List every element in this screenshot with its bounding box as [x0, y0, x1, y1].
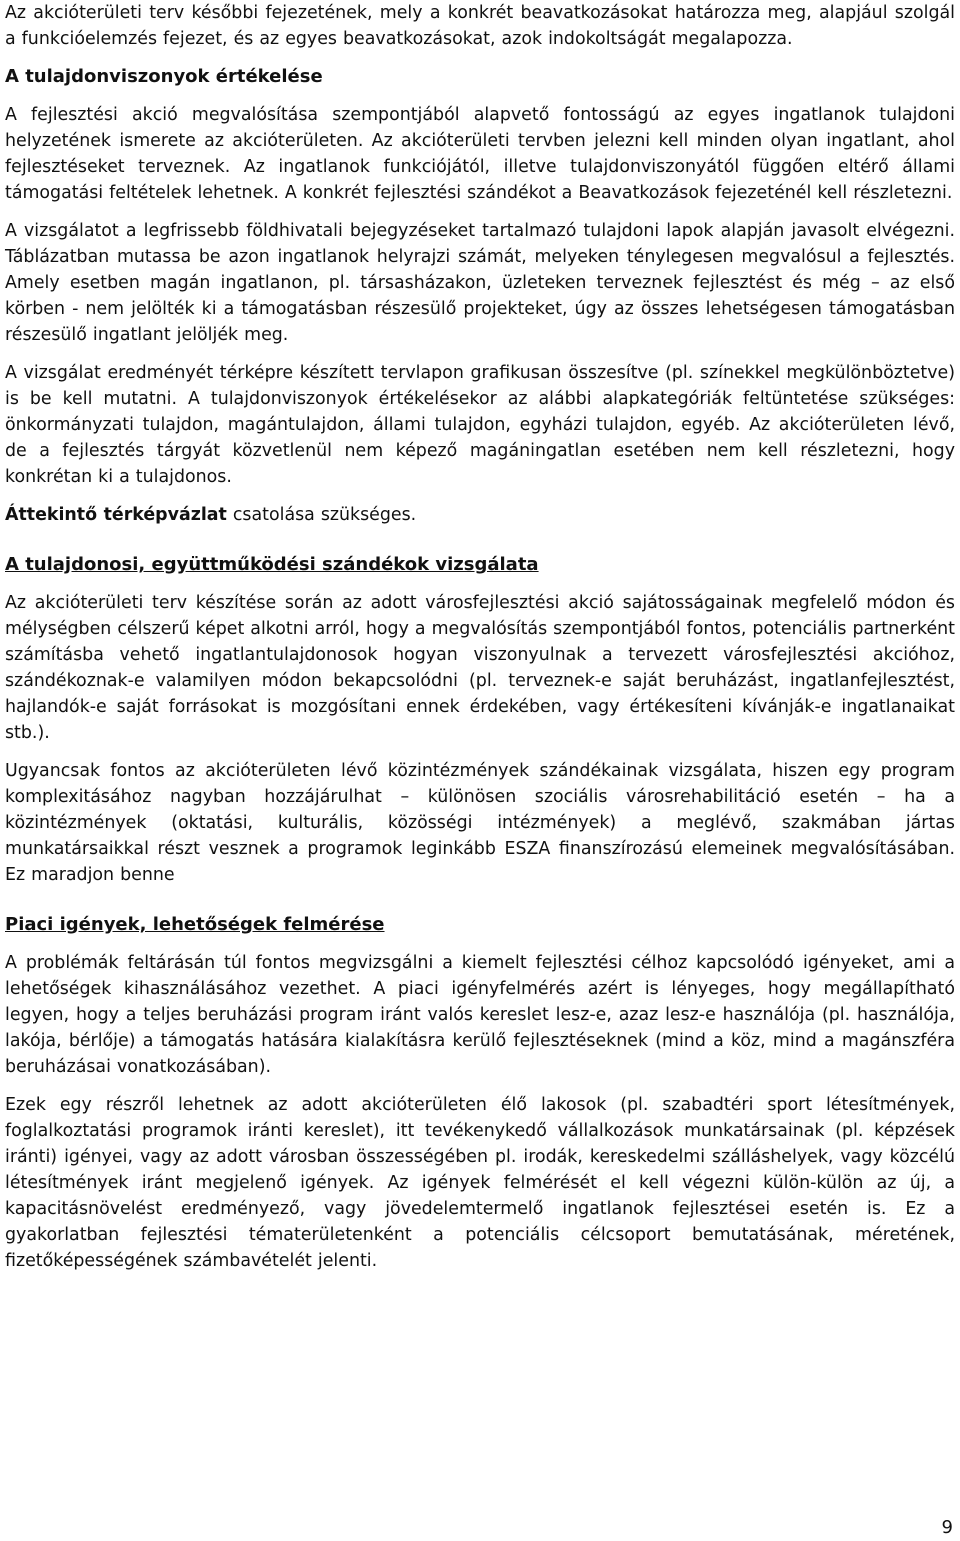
section-heading-ownership: A tulajdonviszonyok értékelése: [5, 66, 323, 87]
map-sketch-note: [5, 502, 955, 528]
cooperation-paragraph-2: Ugyancsak fontos az akcióterületen lévő közintézmények szándékainak vizsgálata, hiszen egy program komplexitásához nagyban hozzájárulhat – különösen szociális városrehabilitáció esetén – ha a közintézmények (oktatási, kulturális, közösségi intézmények) a meglévő, szakmában jártas munkatársaikkal részt vesznek a programok leginkább ESZA finanszírozású elemeinek megvalósításában. Ez maradjon benne: [5, 761, 955, 885]
ownership-paragraph-2: A vizsgálatot a legfrissebb földhivatali bejegyzéseket tartalmazó tulajdoni lapok alapján javasolt elvégezni. Táblázatban mutassa be azon ingatlanok helyrajzi számát, melyeken ténylegesen megvalósul a fejlesztés. Amely esetben magán ingatlanon, pl. társasházakon, üzleteken terveznek fejlesztést és még – az első körben - nem jelölték ki a támogatásban részesülő projekteket, úgy az összes lehetségesen támogatásban részesülő ingatlant jelöljék meg.: [5, 221, 955, 345]
market-paragraph-1: A problémák feltárásán túl fontos megvizsgálni a kiemelt fejlesztési célhoz kapcsolódó igényeket, ami a lehetőségek kihasználásához vezethet. A piaci igényfelmérés azért is lényeges, hogy megállapítható legyen, hogy a teljes beruházási program iránt valós kereslet lesz-e, azaz lesz-e használója (pl. használója, lakója, bérlője) a támogatás hatására kialakításra kerülő fejlesztéseknek (mind a köz, mind a magánszféra beruházásai vonatkozásában).: [5, 953, 955, 1077]
section-heading-cooperation: A tulajdonosi, együttműködési szándékok vizsgálata: [5, 554, 539, 575]
cooperation-paragraph-1: Az akcióterületi terv készítése során az adott városfejlesztési akció sajátosságainak megfelelő módon és mélységben célszerű képet alkotni arról, hogy a megvalósítás szempontjából fontos, potenciális partnerként számításba vehető ingatlantulajdonosok hogyan viszonyulnak a tervezett városfejlesztési akcióhoz, szándékoznak-e valamilyen módon bekapcsolódni (pl. terveznek-e saját beruházást, ingatlanfejlesztést, hajlandók-e saját forrásokat is mozgósítani ennek érdekében, vagy értékesíteni kívánják-e ingatlanaikat stb.).: [5, 593, 955, 743]
map-sketch-text: csatolása szükséges.: [226, 505, 417, 525]
document-page: [5, 0, 955, 1274]
intro-paragraph: Az akcióterületi terv későbbi fejezetének, mely a konkrét beavatkozásokat határozza meg, alapjául szolgál a funkcióelemzés fejezet, és az egyes beavatkozásokat, azok indokoltságát megalapozza.: [5, 3, 955, 49]
ownership-paragraph-1: A fejlesztési akció megvalósítása szempontjából alapvető fontosságú az egyes ingatlanok tulajdoni helyzetének ismerete az akcióterületen. Az akcióterületi tervben jelezni kell minden olyan ingatlant, ahol fejlesztéseket terveznek. Az ingatlanok funkciójától, illetve tulajdonviszonyától függően eltérő állami támogatási feltételek lehetnek. A konkrét fejlesztési szándékot a Beavatkozások fejezeténél kell részletezni.: [5, 105, 955, 203]
ownership-paragraph-3: A vizsgálat eredményét térképre készített tervlapon grafikusan összesítve (pl. színekkel megkülönböztetve) is be kell mutatni. A tulajdonviszonyok értékelésekor az alábbi alapkategóriák feltüntetése szükséges: önkormányzati tulajdon, magántulajdon, állami tulajdon, egyházi tulajdon, egyéb. Az akcióterületen lévő, de a fejlesztés tárgyát közvetlenül nem képező magáningatlan esetében nem kell részletezni, hogy konkrétan ki a tulajdonos.: [5, 363, 955, 487]
market-paragraph-2: Ezek egy részről lehetnek az adott akcióterületen élő lakosok (pl. szabadtéri sport létesítmények, foglalkoztatási programok iránti kereslet), itt tevékenykedő vállalkozások munkatársainak (pl. képzések iránti) igényei, vagy az adott városban összességében pl. irodák, kereskedelmi szálláshelyek, vagy közcélú létesítmények iránt megjelenő igények. Az igények felmérését el kell végezni külön-külön az új, a kapacitásnövelést eredményező, vagy jövedelemtermelő ingatlanok fejlesztései esetén is. Ez a gyakorlatban fejlesztési tématerületenként a potenciális célcsoport bemutatásának, méretének, fizetőképességének számbavételét jelenti.: [5, 1095, 955, 1271]
map-sketch-label: Áttekintő térképvázlat: [5, 505, 227, 525]
section-heading-market: Piaci igények, lehetőségek felmérése: [5, 914, 385, 935]
page-number: 9: [941, 1517, 953, 1538]
